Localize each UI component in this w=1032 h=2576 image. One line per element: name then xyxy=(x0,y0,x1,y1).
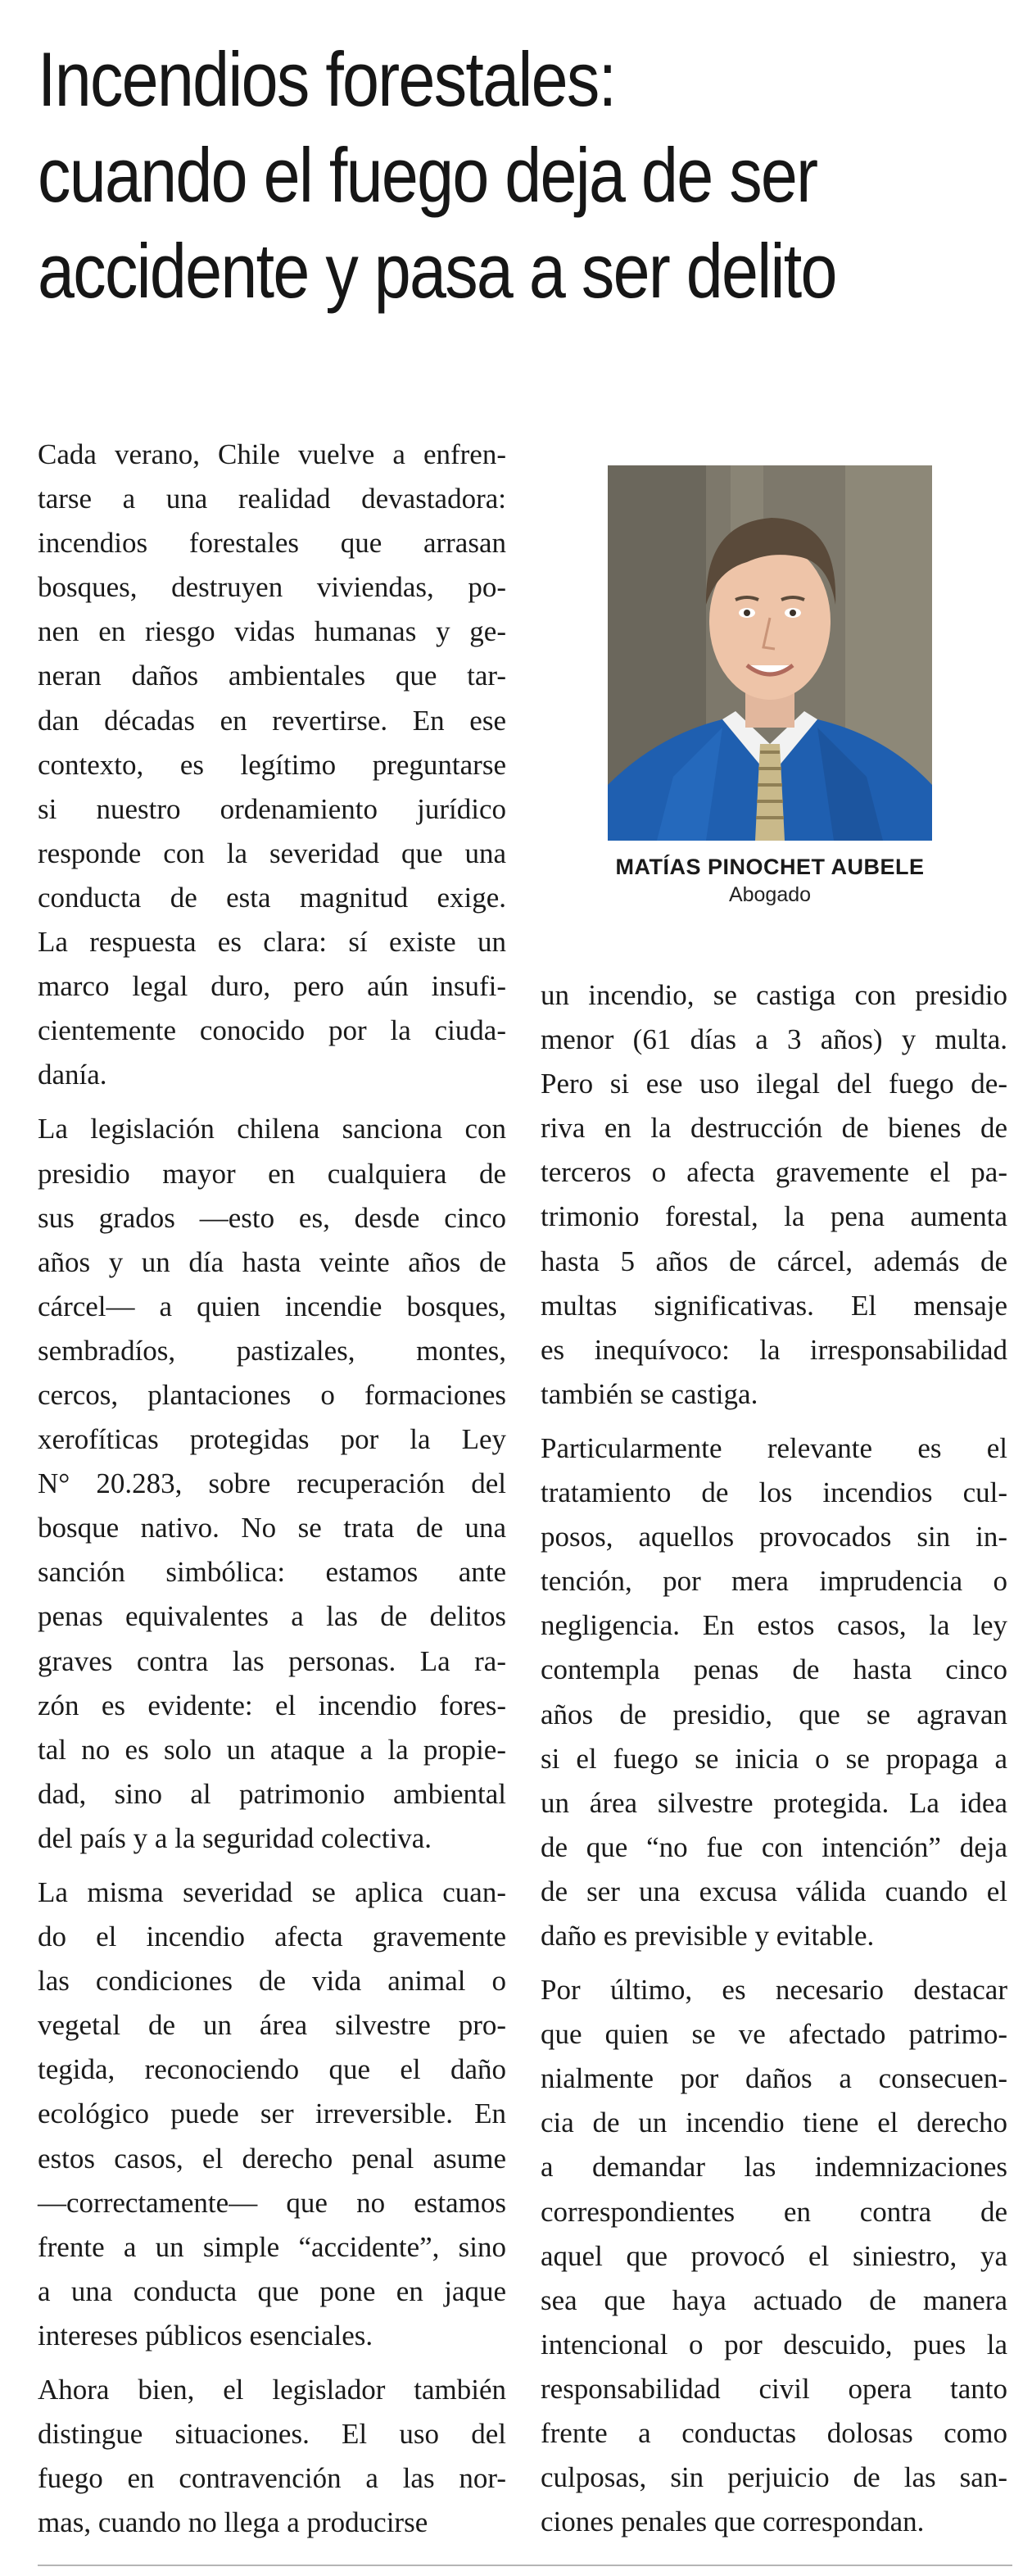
text-line: dad, sino al patrimonio ambiental xyxy=(38,1777,506,1810)
text-line: danía. xyxy=(38,1059,107,1091)
text-line: penas equivalentes a las de delitos xyxy=(38,1600,506,1633)
text-line: frente a conductas dolosas como xyxy=(541,2417,1007,2449)
text-line: menor (61 días a 3 años) y multa. xyxy=(541,1023,1007,1056)
text-line: cientemente conocido por la ciuda- xyxy=(38,1014,506,1047)
text-line: cárcel— a quien incendie bosques, xyxy=(38,1290,506,1322)
article-paragraph xyxy=(38,1107,506,1861)
text-line: Por último, es necesario destacar xyxy=(541,1974,1007,2007)
text-line: del país y a la seguridad colectiva. xyxy=(38,1821,432,1854)
text-line: bosques, destruyen viviendas, po- xyxy=(38,571,506,604)
text-line: un incendio, se castiga con presidio xyxy=(541,979,1007,1011)
text-line: es inequívoco: la irresponsabilidad xyxy=(541,1333,1007,1366)
text-line: a una conducta que pone en jaque xyxy=(38,2274,506,2307)
text-line: Cada verano, Chile vuelve a enfren- xyxy=(38,438,506,470)
text-line: La respuesta es clara: sí existe un xyxy=(38,926,506,959)
text-line: terceros o afecta gravemente el pa- xyxy=(541,1156,1007,1189)
text-line: a demandar las indemnizaciones xyxy=(541,2151,1007,2184)
headline-line: Incendios forestales: xyxy=(38,36,616,122)
text-line: xerofíticas protegidas por la Ley xyxy=(38,1423,506,1456)
text-line: multas significativas. El mensaje xyxy=(541,1289,1007,1322)
text-line: tarse a una realidad devastadora: xyxy=(38,483,506,515)
text-line: vegetal de un área silvestre pro- xyxy=(38,2009,506,2042)
author-box xyxy=(608,465,932,908)
text-line: sanción simbólica: estamos ante xyxy=(38,1556,506,1589)
bottom-divider xyxy=(38,2565,1012,2566)
article-paragraph xyxy=(541,973,1007,1417)
text-line: también se castiga. xyxy=(541,1377,758,1410)
text-line: sea que haya actuado de manera xyxy=(541,2283,1007,2316)
author-role: Abogado xyxy=(728,883,812,906)
text-line: posos, aquellos provocados sin in- xyxy=(541,1521,1007,1553)
text-line: contexto, es legítimo preguntarse xyxy=(38,748,506,781)
text-line: tención, por mera imprudencia o xyxy=(541,1565,1007,1598)
author-name: MATÍAS PINOCHET AUBELE xyxy=(615,855,925,879)
text-line: do el incendio afecta gravemente xyxy=(38,1921,506,1953)
text-line: trimonio forestal, la pena aumenta xyxy=(541,1200,1007,1233)
article-paragraph xyxy=(541,1426,1007,1958)
right-column xyxy=(541,973,1007,2554)
text-line: estos casos, el derecho penal asume xyxy=(38,2142,506,2175)
text-line: culposas, sin perjuicio de las san- xyxy=(541,2461,1007,2494)
text-line: negligencia. En estos casos, la ley xyxy=(541,1609,1007,1642)
text-line: responde con la severidad que una xyxy=(38,837,506,869)
text-line: Ahora bien, el legislador también xyxy=(38,2374,506,2406)
author-photo xyxy=(608,465,932,841)
text-line: frente a un simple “accidente”, sino xyxy=(38,2230,506,2263)
text-line: responsabilidad civil opera tanto xyxy=(541,2372,1007,2405)
text-line: N° 20.283, sobre recuperación del xyxy=(38,1467,506,1500)
text-line: tal no es solo un ataque a la propie- xyxy=(38,1733,506,1766)
text-line: que quien se ve afectado patrimo- xyxy=(541,2018,1007,2051)
text-line: marco legal duro, pero aún insufi- xyxy=(38,970,506,1003)
text-line: mas, cuando no llega a producirse xyxy=(38,2506,428,2539)
text-line: si el fuego se inicia o se propaga a xyxy=(541,1742,1007,1775)
text-line: daño es previsible y evitable. xyxy=(541,1919,875,1952)
text-line: de que “no fue con intención” deja xyxy=(541,1830,1007,1863)
text-line: presidio mayor en cualquiera de xyxy=(38,1157,506,1190)
text-line: intencional o por descuido, pues la xyxy=(541,2328,1007,2361)
left-column xyxy=(38,433,506,2555)
text-line: sembradíos, pastizales, montes, xyxy=(38,1334,506,1367)
text-line: nen en riesgo vidas humanas y ge- xyxy=(38,615,506,648)
text-line: riva en la destrucción de bienes de xyxy=(541,1112,1007,1145)
text-line: dan décadas en revertirse. En ese xyxy=(38,704,506,737)
text-line: correspondientes en contra de xyxy=(541,2195,1007,2228)
text-line: aquel que provocó el siniestro, ya xyxy=(541,2239,1007,2272)
headline-line: cuando el fuego deja de ser xyxy=(38,132,817,218)
text-line: años de presidio, que se agravan xyxy=(541,1698,1007,1730)
text-line: distingue situaciones. El uso del xyxy=(38,2418,506,2451)
text-line: intereses públicos esenciales. xyxy=(38,2319,373,2352)
text-line: las condiciones de vida animal o xyxy=(38,1965,506,1998)
text-line: ciones penales que correspondan. xyxy=(541,2506,925,2538)
text-line: conducta de esta magnitud exige. xyxy=(38,881,506,914)
headline-line: accidente y pasa a ser delito xyxy=(38,228,836,314)
text-line: graves contra las personas. La ra- xyxy=(38,1644,506,1677)
text-line: ecológico puede ser irreversible. En xyxy=(38,2098,506,2130)
article-paragraph xyxy=(38,433,506,1097)
text-line: hasta 5 años de cárcel, además de xyxy=(541,1245,1007,1277)
text-line: cercos, plantaciones o formaciones xyxy=(38,1378,506,1411)
text-line: si nuestro ordenamiento jurídico xyxy=(38,792,506,825)
text-line: —correctamente— que no estamos xyxy=(38,2186,506,2219)
text-line: Pero si ese uso ilegal del fuego de- xyxy=(541,1068,1007,1100)
text-line: nialmente por daños a consecuen- xyxy=(541,2062,1007,2095)
text-line: de ser una excusa válida cuando el xyxy=(541,1875,1007,1907)
article-paragraph xyxy=(38,1871,506,2358)
text-line: contempla penas de hasta cinco xyxy=(541,1653,1007,1686)
text-line: años y un día hasta veinte años de xyxy=(38,1245,506,1278)
text-line: sus grados —esto es, desde cinco xyxy=(38,1201,506,1234)
text-line: tratamiento de los incendios cul- xyxy=(541,1476,1007,1509)
text-line: Particularmente relevante es el xyxy=(541,1431,1007,1464)
text-line: fuego en contravención a las nor- xyxy=(38,2462,506,2495)
text-line: un área silvestre protegida. La idea xyxy=(541,1786,1007,1819)
text-line: bosque nativo. No se trata de una xyxy=(38,1512,506,1544)
text-line: zón es evidente: el incendio fores- xyxy=(38,1689,506,1721)
portrait-photo-icon xyxy=(608,465,932,841)
text-line: La legislación chilena sanciona con xyxy=(38,1113,506,1145)
article-paragraph xyxy=(38,2368,506,2545)
text-line: incendios forestales que arrasan xyxy=(38,527,506,560)
text-line: neran daños ambientales que tar- xyxy=(38,660,506,692)
text-line: tegida, reconociendo que el daño xyxy=(38,2053,506,2086)
article-headline xyxy=(38,31,876,319)
article-paragraph xyxy=(541,1968,1007,2544)
text-line: La misma severidad se aplica cuan- xyxy=(38,1876,506,1908)
text-line: cia de un incendio tiene el derecho xyxy=(541,2107,1007,2139)
